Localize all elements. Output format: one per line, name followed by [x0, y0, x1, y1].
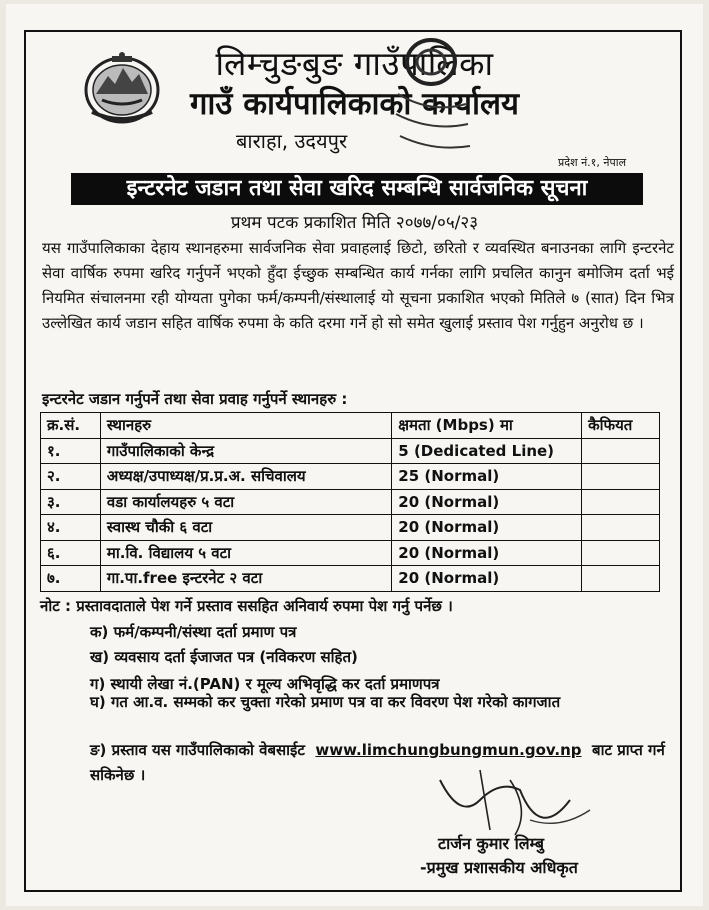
table-row	[41, 489, 660, 515]
website-item-prefix: ङ) प्रस्ताव यस गाउँपालिकाको वेबसाईट	[90, 741, 305, 759]
required-doc-item: ख) व्यवसाय दर्ता ईजाजत पत्र (नविकरण सहित)	[90, 648, 358, 666]
province-label: प्रदेश नं.१, नेपाल	[558, 156, 627, 169]
signatory-name: टार्जन कुमार लिम्बु	[438, 834, 544, 853]
cell-capacity: 20 (Normal)	[392, 489, 582, 515]
cell-remarks	[582, 438, 660, 464]
cell-place: गाउँपालिकाको केन्द्र	[100, 438, 391, 464]
table-header-row	[41, 413, 660, 439]
notice-body: यस गाउँपालिकाका देहाय स्थानहरुमा सार्वजनिक सेवा प्रवाहलाई छिटो, छरितो र व्यवस्थित बनाउनका लागि इन्टरनेट सेवा वार्षिक रुपमा खरिद गर्नुपर्ने भएको हुँदा ईच्छुक सम्बन्धित कार्य गर्नका लागि प्रचलित कानुन बमोजिम दर्ता भई नियमित संचालनमा रही योग्यता पुगेका फर्म/कम्पनी/संस्थालाई यो सूचना प्रकाशित भएको मितिले ७ (सात) दिन भित्र उल्लेखित कार्य जडान सहित वार्षिक रुपमा के कति दरमा गर्ने हो सो समेत खुलाई प्रस्ताव पेश गर्नुहुन अनुरोध छ ।	[42, 239, 674, 332]
cell-place: स्वास्थ चौकी ६ वटा	[100, 515, 391, 541]
table-row	[41, 566, 660, 592]
col-header-remarks: कैफियत	[582, 413, 660, 439]
col-header-capacity: क्षमता (Mbps) मा	[392, 413, 582, 439]
cell-serial: २.	[41, 464, 101, 490]
note-heading: नोट : प्रस्तावदाताले पेश गर्ने प्रस्ताव ससहित अनिवार्य रुपमा पेश गर्नु पर्नेछ ।	[40, 597, 453, 615]
cell-serial: ६.	[41, 540, 101, 566]
col-header-serial: क्र.सं.	[41, 413, 101, 439]
cell-place: वडा कार्यालयहरु ५ वटा	[100, 489, 391, 515]
cell-remarks	[582, 489, 660, 515]
cell-capacity: 25 (Normal)	[392, 464, 582, 490]
office-name: गाउँ कार्यपालिकाको कार्यालय	[189, 86, 520, 122]
table-row	[41, 515, 660, 541]
cell-remarks	[582, 464, 660, 490]
signatory-title: -प्रमुख प्रशासकीय अधिकृत	[420, 858, 578, 877]
notice-title: इन्टरनेट जडान तथा सेवा खरिद सम्बन्धि सार्वजनिक सूचना	[71, 173, 643, 205]
cell-remarks	[582, 566, 660, 592]
cell-place: अध्यक्ष/उपाध्यक्ष/प्र.प्र.अ. सचिवालय	[100, 464, 391, 490]
cell-capacity: 20 (Normal)	[392, 515, 582, 541]
table-intro: इन्टरनेट जडान गर्नुपर्ने तथा सेवा प्रवाह गर्नुपर्ने स्थानहरु :	[42, 390, 348, 408]
required-doc-item: घ) गत आ.व. सम्मको कर चुक्ता गरेको प्रमाण पत्र वा कर विवरण पेश गरेको कागजात	[90, 693, 561, 711]
municipality-name: लिम्चुङबुङ गाउँपालिका	[215, 44, 494, 83]
cell-serial: ४.	[41, 515, 101, 541]
publication-date: प्रथम पटक प्रकाशित मिति २०७७/०५/२३	[230, 213, 479, 233]
cell-remarks	[582, 515, 660, 541]
cell-capacity: 20 (Normal)	[392, 566, 582, 592]
cell-place: मा.वि. विद्यालय ५ वटा	[100, 540, 391, 566]
table-row	[41, 464, 660, 490]
required-doc-item: ग) स्थायी लेखा नं.(PAN) र मूल्य अभिवृद्धि कर दर्ता प्रमाणपत्र	[90, 675, 440, 693]
cell-serial: ३.	[41, 489, 101, 515]
cell-serial: १.	[41, 438, 101, 464]
cell-serial: ७.	[41, 566, 101, 592]
table-row	[41, 438, 660, 464]
website-link[interactable]: www.limchungbungmun.gov.np	[315, 741, 582, 759]
cell-remarks	[582, 540, 660, 566]
office-address: बाराहा, उदयपुर	[236, 129, 348, 153]
table-row	[41, 540, 660, 566]
cell-place: गा.पा.free इन्टरनेट २ वटा	[100, 566, 391, 592]
cell-capacity: 20 (Normal)	[392, 540, 582, 566]
office-stamp-icon	[386, 34, 476, 164]
col-header-place: स्थानहरु	[100, 413, 391, 439]
required-doc-item: क) फर्म/कम्पनी/संस्था दर्ता प्रमाण पत्र	[90, 623, 297, 641]
website-item-suffix: बाट प्राप्त गर्न सकिनेछ ।	[90, 741, 665, 784]
locations-table	[40, 412, 660, 592]
cell-capacity: 5 (Dedicated Line)	[392, 438, 582, 464]
